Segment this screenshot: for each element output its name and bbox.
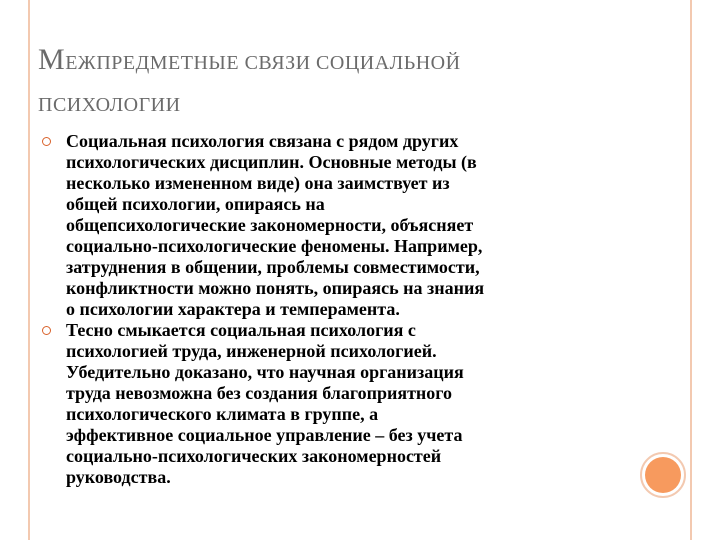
title-line2-text: ПСИХОЛОГИИ	[38, 94, 181, 116]
frame-right-line	[690, 0, 692, 540]
circle-bullet-icon	[42, 326, 51, 335]
slide-body	[38, 131, 638, 488]
slide-title-line1	[38, 40, 678, 85]
decor-circle-inner	[645, 457, 681, 493]
slide-title-line2	[38, 85, 678, 127]
bullet-item-1	[38, 131, 638, 320]
title-first-letter: М	[38, 43, 66, 76]
bullet-text-2: Тесно смыкается социальная психология с психологией труда, инженерной психологией. Убедительно доказано, что научная организация труда невозможна без создания благоприятного психологического климата в группе, а эффективное социальное управление – без учета социально-психологических закономерностей руководства.	[66, 320, 464, 487]
bullet-text-1: Социальная психология связана с рядом других психологических дисциплин. Основные методы (в несколько измененном виде) она заимствует из общей психологии, опираясь на общепсихологические закономерности, объясняет социально-психологические феномены. Например, затруднения в общении, проблемы совместимости, конфликтности можно понять, опираясь на знания о психологии характера и темперамента.	[66, 131, 485, 319]
bullet-item-2	[38, 320, 638, 488]
title-line1-rest: ЕЖПРЕДМЕТНЫЕ СВЯЗИ СОЦИАЛЬНОЙ	[65, 52, 461, 74]
frame-left-line	[28, 0, 30, 540]
slide-title	[38, 40, 678, 127]
circle-bullet-icon	[42, 137, 51, 146]
